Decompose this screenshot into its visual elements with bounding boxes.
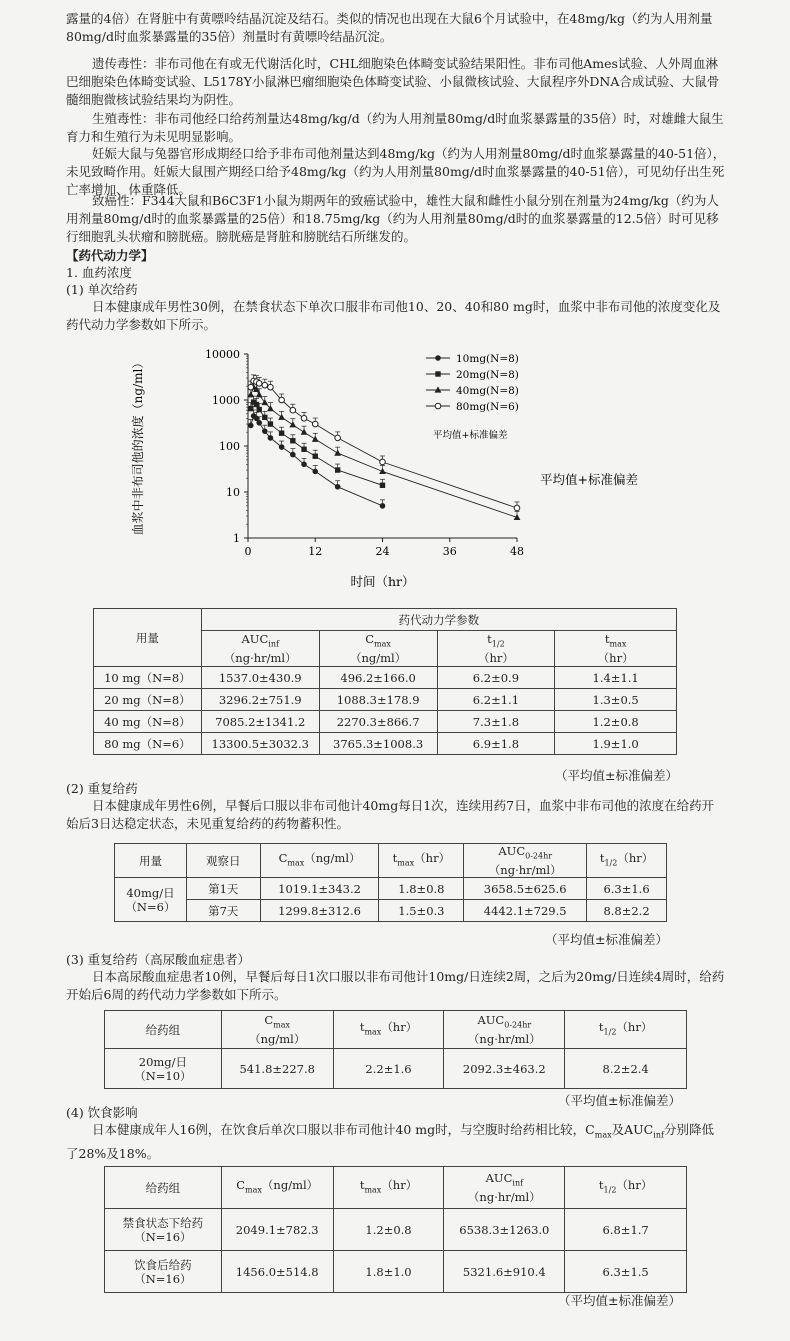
t1-tmax-header-unit: （hr） — [597, 651, 634, 666]
food-text-a: 日本健康成年人16例，在饮食后单次口服以非布司他计40 mg时，与空腹时给药相比较， — [92, 1122, 586, 1137]
t1-cmax: 1088.3±178.9 — [319, 689, 437, 711]
data-point — [262, 428, 268, 434]
data-point — [435, 355, 441, 361]
table4-note: （平均值±标准偏差） — [558, 1293, 681, 1308]
y-tick-label: 1000 — [212, 394, 240, 407]
data-point — [257, 407, 262, 412]
t1-t12-header — [437, 631, 555, 667]
paragraph-genotoxicity: 遗传毒性：非布司他在有或无代谢活化时，CHL细胞染色体畸变试验结果阳性。非布司他Ames试验、人外周血淋巴细胞染色体畸变试验、L5178Y小鼠淋巴瘤细胞染色体畸变试验、小鼠微核试验、大鼠程序外DNA合成试验、大鼠骨髓细胞微核试验结果均为阴性。 — [66, 56, 720, 107]
t4-t12-header-unit: （hr） — [616, 1177, 653, 1192]
data-point — [256, 420, 262, 426]
data-point — [289, 421, 296, 427]
data-point — [268, 384, 274, 390]
data-point — [262, 382, 268, 388]
hyperuricemia-pk-table — [104, 1010, 687, 1089]
t1-cmax: 3765.3±1008.3 — [319, 733, 437, 755]
t2-dose: 40mg/日 — [126, 885, 175, 900]
subsection-food-effect: (4) 饮食影响 — [66, 1105, 138, 1120]
t3-group-cell — [105, 1049, 222, 1089]
data-point — [301, 447, 306, 452]
t2-day: 第7天 — [186, 900, 260, 922]
repeat-dose-pk-table — [114, 843, 667, 922]
data-point — [279, 430, 284, 435]
t1-t12: 6.9±1.8 — [437, 733, 555, 755]
t3-t12: 8.2±2.4 — [565, 1049, 687, 1089]
t4-tmax-header-unit: （hr） — [381, 1177, 418, 1192]
t4-auc-header — [444, 1167, 565, 1209]
t1-cmax-header — [319, 631, 437, 667]
t3-cmax-header-sub: max — [273, 1020, 291, 1030]
t3-group-n: （N=10） — [134, 1068, 192, 1083]
t1-cmax: 2270.3±866.7 — [319, 711, 437, 733]
data-point — [256, 391, 263, 397]
x-tick-label: 0 — [244, 545, 252, 558]
t4-t12: 6.8±1.7 — [565, 1209, 687, 1251]
t1-dose: 80 mg（N=6） — [94, 733, 202, 755]
t4-tmax: 1.8±1.0 — [333, 1251, 444, 1293]
data-point — [335, 435, 341, 441]
t3-group: 20mg/日 — [138, 1054, 188, 1069]
t1-auc: 7085.2±1341.2 — [201, 711, 319, 733]
t2-tmax-header — [379, 844, 464, 878]
data-point — [268, 435, 274, 441]
t2-tmax: 1.8±0.8 — [379, 878, 464, 900]
paragraph-repeat-dose: 日本健康成年男性6例，早餐后口服以非布司他计40mg每日1次，连续用药7日，血浆中非布司他的浓度在给药开始后3日达稳定状态，未见重复给药的药物蓄积性。 — [66, 798, 715, 831]
t2-tmax-header-sub: max — [397, 858, 415, 868]
t2-day: 第1天 — [186, 878, 260, 900]
table-row — [94, 711, 677, 733]
t3-auc-header-unit: （ng·hr/ml） — [467, 1032, 541, 1047]
t4-group-header: 给药组 — [105, 1167, 222, 1209]
t3-tmax-header-sub: max — [364, 1027, 382, 1037]
t1-cmax: 496.2±166.0 — [319, 667, 437, 689]
t4-auc-header-unit: （ng·hr/ml） — [467, 1190, 541, 1205]
food-cmax: C — [585, 1122, 595, 1137]
t1-auc: 13300.5±3032.3 — [201, 733, 319, 755]
t1-tmax-header-sub: max — [609, 639, 627, 649]
t1-auc-header-unit: （ng·hr/ml） — [223, 651, 297, 666]
legend-label: 20mg(N=8) — [456, 369, 519, 381]
t4-t12-header-name: t — [598, 1177, 604, 1192]
t3-t12-header — [565, 1011, 687, 1049]
food-auc: AUC — [624, 1122, 654, 1137]
paragraph-renal-crystal: 露量的4倍）在肾脏中有黄嘌呤结晶沉淀及结石。类似的情况也出现在大鼠6个月试验中，在48mg/kg（约为人用剂量80mg/d时血浆暴露量的35倍）剂量时有黄嘌呤结晶沉淀。 — [66, 11, 713, 44]
legend-label: 10mg(N=8) — [456, 353, 519, 365]
t2-cmax: 1019.1±343.2 — [260, 878, 379, 900]
t2-cmax-header-unit: （ng/ml） — [304, 851, 361, 865]
table-row — [105, 1251, 687, 1293]
t4-tmax-header-name: t — [359, 1177, 365, 1192]
y-tick-label: 10000 — [205, 348, 240, 361]
t3-t12-header-name: t — [598, 1019, 604, 1034]
food-auc-sub: inf — [653, 1130, 664, 1140]
t4-auc-header-name: AUC — [485, 1170, 513, 1185]
data-point — [262, 415, 267, 420]
data-point — [254, 402, 259, 407]
data-point — [301, 429, 308, 435]
data-point — [313, 454, 318, 459]
concentration-time-chart — [110, 338, 690, 598]
data-point — [290, 407, 296, 413]
t3-auc-header — [444, 1011, 565, 1049]
paragraph-pregnancy: 妊娠大鼠与兔器官形成期经口给予非布司他剂量达到48mg/kg（约为人用剂量80mg/d时血浆暴露量的40-51倍），未见致畸作用。妊娠大鼠围产期经口给予48mg/kg（约为人用剂量80mg/d时血浆暴露量的40-51倍），可见幼仔出生死亡率增加、体重降低。 — [66, 146, 726, 197]
legend-note: 平均值+标准偏差 — [433, 430, 508, 441]
food-text-b: 及 — [611, 1122, 625, 1137]
t4-cmax: 1456.0±514.8 — [221, 1251, 333, 1293]
t3-t12-header-unit: （hr） — [616, 1019, 653, 1034]
t1-tmax: 1.3±0.5 — [555, 689, 677, 711]
single-dose-pk-table — [93, 608, 677, 755]
dose-header: 用量 — [94, 609, 202, 667]
t4-cmax-header-sub: max — [245, 1185, 262, 1195]
t4-auc-header-sub: inf — [512, 1178, 524, 1188]
t1-tmax: 1.2±0.8 — [555, 711, 677, 733]
data-point — [335, 484, 341, 490]
t1-t12: 6.2±1.1 — [437, 689, 555, 711]
t2-auc-header-sub: 0-24hr — [525, 851, 553, 861]
t1-t12-header-name: t — [487, 631, 492, 646]
data-point — [312, 421, 318, 427]
t3-auc: 2092.3±463.2 — [444, 1049, 565, 1089]
t2-dose-cell — [115, 878, 187, 922]
data-point — [301, 462, 307, 468]
t1-cmax-header-name: C — [365, 631, 375, 646]
x-tick-label: 36 — [442, 545, 457, 558]
t2-t12-header — [587, 844, 667, 878]
paragraph-food-effect — [66, 1121, 726, 1163]
data-point — [380, 503, 386, 509]
t2-auc: 3658.5±625.6 — [464, 878, 587, 900]
food-effect-pk-table — [104, 1166, 687, 1293]
t3-tmax-header-unit: （hr） — [381, 1019, 418, 1034]
t4-group: 禁食状态下给药 （N=16） — [105, 1209, 222, 1251]
t1-dose: 10 mg（N=8） — [94, 667, 202, 689]
t1-tmax: 1.9±1.0 — [555, 733, 677, 755]
t1-auc-header-name: AUC — [241, 631, 269, 646]
y-tick-label: 100 — [219, 440, 240, 453]
t3-tmax-header — [333, 1011, 444, 1049]
t3-group-header: 给药组 — [105, 1011, 222, 1049]
t3-cmax-header — [221, 1011, 333, 1049]
data-point — [301, 416, 307, 422]
t2-tmax-header-name: t — [392, 851, 398, 865]
paragraph-hyperuricemia: 日本高尿酸血症患者10例，早餐后每日1次口服以非布司他计10mg/日连续2周，之后为20mg/日连续4周时，给药开始后6周的药代动力学参数如下所示。 — [66, 969, 725, 1002]
x-tick-label: 48 — [510, 545, 524, 558]
t2-auc-header — [464, 844, 587, 878]
paragraph-reproductive-toxicity: 生殖毒性：非布司他经口给药剂量达48mg/kg/d（约为人用剂量80mg/d时血浆暴露量的35倍）时，对雄雌大鼠生育力和生殖行为未见明显影响。 — [66, 111, 724, 144]
t2-t12-header-sub: 1/2 — [604, 858, 618, 868]
table3-note: （平均值±标准偏差） — [558, 1093, 681, 1108]
table-row — [94, 667, 677, 689]
t4-t12: 6.3±1.5 — [565, 1251, 687, 1293]
data-point — [256, 381, 262, 387]
y-tick-label: 10 — [226, 486, 240, 499]
data-point — [380, 483, 385, 488]
y-tick-label: 1 — [233, 532, 240, 545]
t1-cmax-header-unit: （ng/ml） — [350, 651, 407, 666]
pk-params-header: 药代动力学参数 — [201, 609, 676, 631]
t2-t12-header-name: t — [599, 851, 605, 865]
section-title-pharmacokinetics: 【药代动力学】 — [66, 248, 154, 263]
t1-t12-header-sub: 1/2 — [491, 639, 505, 649]
food-cmax-sub: max — [594, 1130, 612, 1140]
y-axis-label: 血浆中非布司他的浓度（ng/ml） — [131, 356, 145, 536]
t1-auc-header — [201, 631, 319, 667]
chart-side-note: 平均值+标准偏差 — [540, 472, 638, 487]
data-point — [268, 421, 273, 426]
table1-note: （平均值±标准偏差） — [555, 768, 678, 783]
t1-t12: 6.2±0.9 — [437, 667, 555, 689]
t4-cmax: 2049.1±782.3 — [221, 1209, 333, 1251]
t2-dose-n: （N=6） — [125, 899, 176, 914]
t3-auc-header-sub: 0-24hr — [504, 1020, 532, 1030]
t1-tmax-header — [555, 631, 677, 667]
t3-tmax: 2.2±1.6 — [333, 1049, 444, 1089]
t4-tmax: 1.2±0.8 — [333, 1209, 444, 1251]
data-point — [279, 397, 285, 403]
t2-cmax-header-name: C — [278, 851, 288, 865]
t4-cmax-header — [221, 1167, 333, 1209]
data-point — [290, 452, 296, 458]
data-point — [435, 371, 440, 376]
data-point — [334, 450, 341, 456]
t4-t12-header — [565, 1167, 687, 1209]
t4-tmax-header-sub: max — [364, 1185, 382, 1195]
t2-cmax-header — [260, 844, 379, 878]
table-row — [94, 689, 677, 711]
data-point — [379, 468, 386, 474]
t1-dose: 40 mg（N=8） — [94, 711, 202, 733]
t2-auc-header-name: AUC — [498, 844, 526, 858]
t2-t12-header-unit: （hr） — [617, 851, 654, 865]
t1-t12: 7.3±1.8 — [437, 711, 555, 733]
data-point — [248, 406, 253, 411]
t1-dose: 20 mg（N=8） — [94, 689, 202, 711]
data-point — [435, 403, 441, 409]
t3-cmax: 541.8±227.8 — [221, 1049, 333, 1089]
t1-auc: 3296.2±751.9 — [201, 689, 319, 711]
series-line — [251, 381, 517, 508]
t4-tmax-header — [333, 1167, 444, 1209]
t2-tmax: 1.5±0.3 — [379, 900, 464, 922]
t1-tmax: 1.4±1.1 — [555, 667, 677, 689]
table-row — [94, 733, 677, 755]
t4-auc: 5321.6±910.4 — [444, 1251, 565, 1293]
t3-cmax-header-name: C — [264, 1012, 274, 1027]
table-row — [105, 1209, 687, 1251]
table2-note: （平均值±标准偏差） — [545, 932, 668, 947]
data-point — [248, 423, 254, 429]
t4-auc: 6538.3±1263.0 — [444, 1209, 565, 1251]
data-point — [514, 505, 520, 511]
t1-t12-header-unit: （hr） — [477, 651, 514, 666]
subsection-single-dose: (1) 单次给药 — [66, 282, 138, 297]
t4-t12-header-sub: 1/2 — [603, 1185, 617, 1195]
t3-t12-header-sub: 1/2 — [603, 1027, 617, 1037]
x-axis-label: 时间（hr） — [350, 574, 415, 589]
t2-auc-header-unit: （ng·hr/ml） — [488, 863, 562, 878]
x-tick-label: 12 — [308, 545, 323, 558]
t1-tmax-header-name: t — [604, 631, 610, 646]
t3-cmax-header-unit: （ng/ml） — [249, 1032, 306, 1047]
t2-cmax: 1299.8±312.6 — [260, 900, 379, 922]
t3-tmax-header-name: t — [359, 1019, 365, 1034]
series-line — [251, 416, 383, 506]
t2-t12: 6.3±1.6 — [587, 878, 667, 900]
data-point — [435, 386, 442, 392]
legend-label: 40mg(N=8) — [456, 385, 519, 397]
t4-group: 饮食后给药 （N=16） — [105, 1251, 222, 1293]
paragraph-carcinogenicity: 致癌性：F344大鼠和B6C3F1小鼠为期两年的致癌试验中，雄性大鼠和雌性小鼠分别在剂量为24mg/kg（约为人用剂量80mg/d时的血浆暴露量的25倍）和18.75mg/kg（约为人用剂量80mg/d时的血浆暴露量的12.5倍）时可见移行细胞乳头状瘤和膀胱癌。膀胱癌是肾脏和膀胱结石所继发的。 — [66, 193, 719, 244]
subsection-hyperuricemia: (3) 重复给药（高尿酸血症患者） — [66, 952, 251, 967]
t4-cmax-header-unit: （ng/ml） — [261, 1177, 319, 1192]
food-text-c: 分别降低了28%及18%。 — [66, 1122, 714, 1161]
legend-label: 80mg(N=6) — [456, 401, 519, 413]
data-point — [290, 438, 295, 443]
data-point — [380, 459, 386, 465]
t3-auc-header-name: AUC — [477, 1012, 505, 1027]
t2-tmax-header-unit: （hr） — [414, 851, 451, 865]
data-point — [312, 436, 319, 442]
t2-auc: 4442.1±729.5 — [464, 900, 587, 922]
data-point — [278, 414, 285, 420]
paragraph-single-dose: 日本健康成年男性30例，在禁食状态下单次口服非布司他10、20、40和80 mg时，血浆中非布司他的浓度变化及药代动力学参数如下所示。 — [66, 299, 721, 332]
data-point — [335, 467, 340, 472]
t1-auc: 1537.0±430.9 — [201, 667, 319, 689]
t1-auc-header-sub: inf — [268, 639, 279, 649]
data-point — [312, 469, 318, 475]
t2-t12: 8.8±2.2 — [587, 900, 667, 922]
t2-dose-header: 用量 — [115, 844, 187, 878]
x-tick-label: 24 — [375, 545, 390, 558]
data-point — [279, 444, 285, 450]
t2-day-header: 观察日 — [186, 844, 260, 878]
subsection-repeat-dose: (2) 重复给药 — [66, 781, 138, 796]
t4-cmax-header-name: C — [236, 1177, 246, 1192]
data-point — [248, 384, 254, 390]
t2-cmax-header-sub: max — [287, 858, 305, 868]
t1-cmax-header-sub: max — [374, 639, 391, 649]
subsection-blood-concentration: 1. 血药浓度 — [66, 265, 132, 280]
